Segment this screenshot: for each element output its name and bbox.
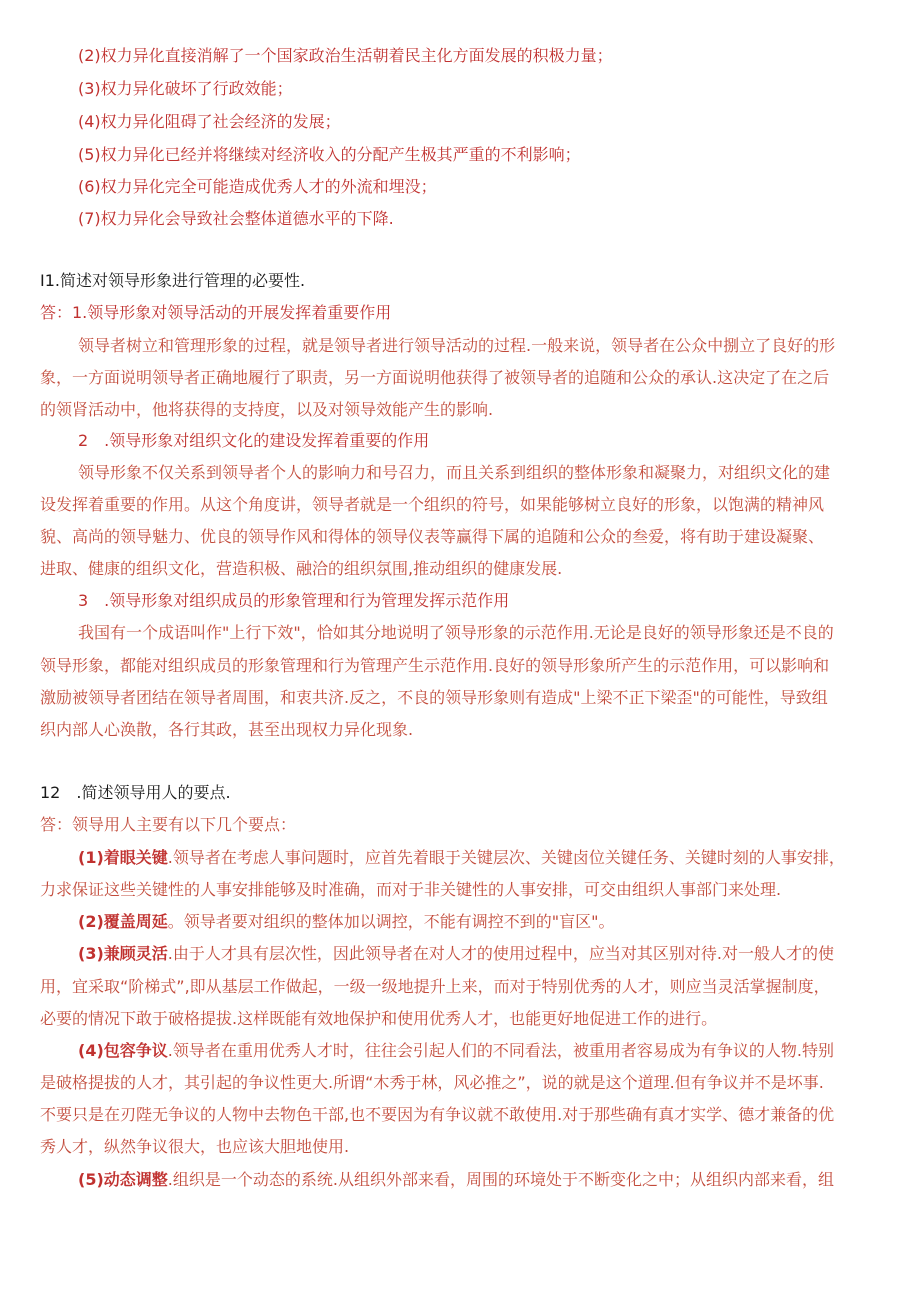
item-text: .领导者在考虑人事问题时，应首先着眼于关键层次、关键卤位关键任务、关键时刻的人事安排， (167, 848, 845, 867)
list-item (78, 847, 845, 869)
answer-heading: 答：领导用人主要有以下几个要点： (40, 815, 297, 834)
item-text: .领导者在重用优秀人才时，往往会引起人们的不同看法，被重用者容易成为有争议的人物.特别 (167, 1041, 834, 1060)
list-item: (3)权力异化破坏了行政效能； (78, 79, 293, 98)
item-head: (2)覆盖周延 (78, 912, 168, 931)
paragraph-line: 象，一方面说明领导者正确地履行了职责，另一方面说明他获得了被领导者的追随和公众的承认.这决定了在之后 (40, 368, 830, 387)
list-item: (7)权力异化会导致社会整体道德水平的下降. (78, 209, 394, 228)
paragraph-line: 领导者树立和管理形象的过程，就是领导者进行领导活动的过程.一般来说，领导者在公众中捌立了良好的形 (78, 336, 836, 355)
paragraph-line: 设发挥着重要的作用。从这个角度讲，领导者就是一个组织的符号，如果能够树立良好的形象，以饱满的精神风 (40, 495, 825, 514)
list-item (78, 1040, 834, 1062)
list-item (78, 1169, 834, 1191)
item-head: (4)包容争议 (78, 1041, 168, 1060)
question-title: I1.简述对领导形象进行管理的必要性. (40, 271, 306, 290)
paragraph-line: 不要只是在刃陛无争议的人物中去物色干部,也不要因为有争议就不敢使用.对于那些确有真才实学、德才兼备的优 (40, 1105, 835, 1124)
list-item (78, 911, 615, 933)
paragraph-line: 我国有一个成语叫作"上行下效"，恰如其分地说明了领导形象的示范作用.无论是良好的领导形象还是不良的 (78, 623, 834, 642)
paragraph-line: 秀人才，纵然争议很大，也应该大胆地使用. (40, 1137, 350, 1156)
item-head: (3)兼顾灵活 (78, 944, 168, 963)
item-text: .组织是一个动态的系统.从组织外部来看，周围的环境处于不断变化之中；从组织内部来看，组 (167, 1170, 834, 1189)
item-head: (1)着眼关键 (78, 848, 168, 867)
paragraph-line: 貌、高尚的领导魅力、优良的领导作风和得体的领导仪表等赢得下属的追随和公众的叁爱，将有助于建设凝聚、 (40, 527, 825, 546)
item-text: 。领导者要对组织的整体加以调控，不能有调控不到的"盲区"。 (167, 912, 615, 931)
paragraph-line: 必要的情况下敢于破格提拔.这样既能有效地保护和使用优秀人才，也能更好地促进工作的进行。 (40, 1009, 718, 1028)
question-title: 12 .简述领导用人的要点. (40, 783, 231, 802)
item-head: (5)动态调整 (78, 1170, 168, 1189)
paragraph-line: 用，宜采取“阶梯式”,即从基层工作做起，一级一级地提升上来，而对于特别优秀的人才，则应当灵活掌握制度， (40, 977, 830, 996)
paragraph-line: 是破格提拔的人才，其引起的争议性更大.所谓“木秀于林，风必推之”，说的就是这个道理.但有争议并不是坏事. (40, 1073, 824, 1092)
answer-heading: 答：1.领导形象对领导活动的开展发挥着重要作用 (40, 303, 392, 322)
section-heading: 2 .领导形象对组织文化的建设发挥着重要的作用 (78, 431, 430, 450)
list-item: (5)权力异化已经并将继续对经济收入的分配产生极其严重的不利影响； (78, 145, 581, 164)
section-heading: 3 .领导形象对组织成员的形象管理和行为管理发挥示范作用 (78, 591, 510, 610)
list-item: (2)权力异化直接消解了一个国家政治生活朝着民主化方面发展的积极力量； (78, 46, 613, 65)
paragraph-line: 进取、健康的组织文化，营造积极、融洽的组织氛围,推动组织的健康发展. (40, 559, 563, 578)
item-text: .由于人才具有层次性，因此领导者在对人才的使用过程中，应当对其区别对待.对一般人才的使 (167, 944, 834, 963)
paragraph-line: 织内部人心涣散，各行其政，甚至出现权力异化现象. (40, 720, 414, 739)
paragraph-line: 的领肾活动中，他将获得的支持度，以及对领导效能产生的影响. (40, 400, 494, 419)
paragraph-line: 领导形象，都能对组织成员的形象管理和行为管理产生示范作用.良好的领导形象所产生的示范作用，可以影响和 (40, 656, 830, 675)
paragraph-line: 力求保证这些关键性的人事安排能够及时准确，而对于非关键性的人事安排，可交由组织人事部门来处理. (40, 880, 782, 899)
list-item: (4)权力异化阻碍了社会经济的发展； (78, 112, 341, 131)
paragraph-line: 领导形象不仅关系到领导者个人的影响力和号召力，而且关系到组织的整体形象和凝聚力，对组织文化的建 (78, 463, 831, 482)
list-item: (6)权力异化完全可能造成优秀人才的外流和埋没； (78, 177, 437, 196)
paragraph-line: 激励被领导者团结在领导者周围，和衷共济.反之，不良的领导形象则有造成"上梁不正下梁歪"的可能性，导致组 (40, 688, 828, 707)
list-item (78, 943, 834, 965)
